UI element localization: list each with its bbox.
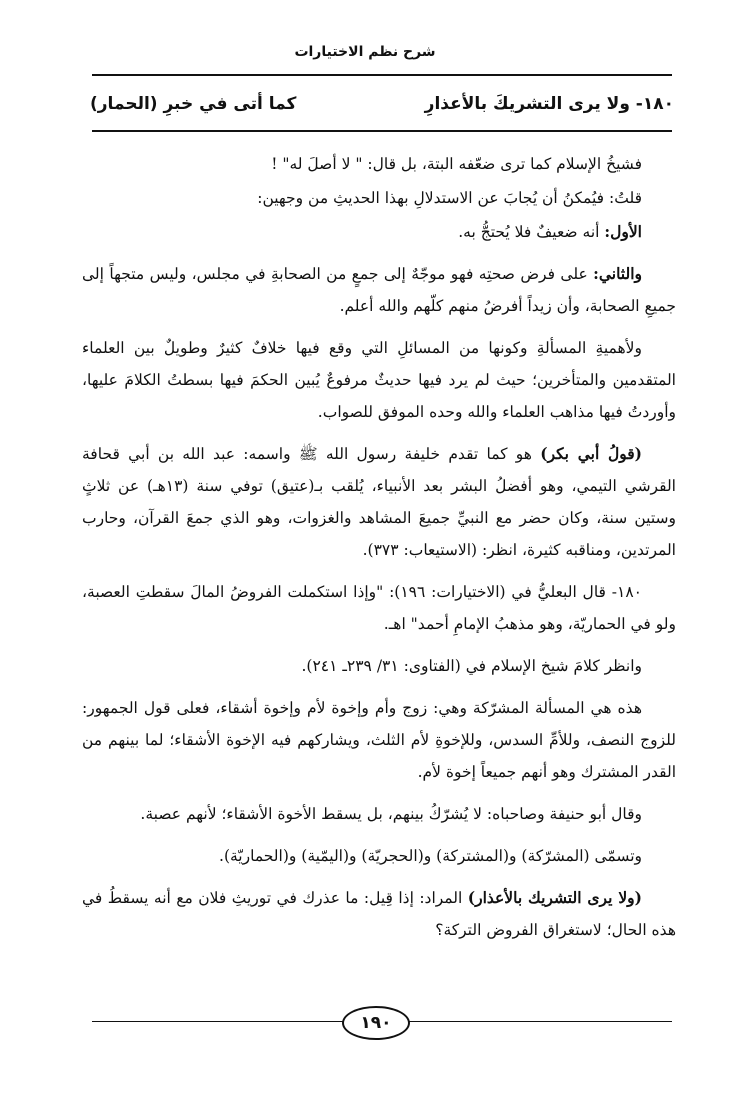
verse-rule [92, 130, 672, 132]
page-number: ١٩٠ [342, 1006, 410, 1040]
paragraph: (قولُ أبي بكر) هو كما تقدم خليفة رسول الله ﷺ واسمه: عبد الله بن أبي قحافة القرشي التيمي، وهو أفضلُ البشر بعد الأنبياء، يُلقب بـ(عتيق) توفي سنة (١٣هـ) عن ثلاثٍ وستين سنة، وكان حضر مع النبيِّ جميعَ المشاهد والغزوات، وهو الذي جمعَ القرآن، وحارب المرتدين، ومناقبه كثيرة، انظر: (الاستيعاب: ٣٧٣). [82, 444, 676, 559]
paragraph: والثاني: على فرض صحتِه فهو موجّهٌ إلى جمعٍ من الصحابةِ في مجلس، وليس متجهاً إلى جميعِ الصحابة، وأن زيداً أفرضُ منهم كلّهم والله أعلم. [82, 264, 676, 315]
running-title: شرح نظم الاختيارات [294, 44, 436, 60]
paragraph-lead: الأول: [604, 222, 642, 241]
verse-second-half: كما أتى في خبرِ (الحمار) [90, 94, 297, 114]
paragraph: وتسمّى (المشرّكة) و(المشتركة) و(الحجريّة) و(اليمّية) و(الحماريّة). [219, 847, 642, 865]
paragraph-lead: (قولُ أبي بكر) [540, 444, 642, 463]
paragraph: وقال أبو حنيفة وصاحباه: لا يُشرّكُ بينهم، بل يسقط الأخوة الأشقاء؛ لأنهم عصبة. [140, 805, 642, 823]
verse-header [90, 90, 674, 124]
paragraph: ١٨٠- قال البعليُّ في (الاختيارات: ١٩٦): "وإذا استكملت الفروضُ المالَ سقطتِ العصبة، ولو في الحماريّة، وهو مذهبُ الإمامِ أحمد" اهـ. [82, 583, 676, 633]
paragraph: قلتُ: فيُمكنُ أن يُجابَ عن الاستدلالِ بهذا الحديثِ من وجهين: [257, 189, 642, 207]
paragraph: فشيخُ الإسلام كما ترى ضعّفه البتة، بل قال: " لا أصلَ له" ! [271, 155, 642, 173]
paragraph: (ولا يرى التشريك بالأعذار) المراد: إذا قِيل: ما عذرك في توريثِ فلان مع أنه يسقطُ في هذه الحال؛ لاستغراق الفروض التركة؟ [82, 888, 676, 939]
paragraph-lead: (ولا يرى التشريك بالأعذار) [467, 888, 642, 907]
paragraph: هذه هي المسألة المشرّكة وهي: زوج وأم وإخوة لأم وإخوة أشقاء، فعلى قول الجمهور: للزوج النصف، وللأمِّ السدس، وللإخوةِ لأم الثلث، ويشاركهم فيه الإخوة الأشقاء؛ لما بينهم من القدر المشترك وهو أنهم جميعاً إخوة لأم. [82, 699, 677, 781]
header-rule [92, 74, 672, 76]
verse-first-half: ١٨٠- ولا يرى التشريكَ بالأعذارِ [424, 94, 674, 114]
paragraph: وانظر كلامَ شيخ الإسلام في (الفتاوى: ٣١/ ٢٣٩ـ ٢٤١). [301, 657, 642, 675]
commentary-body [82, 148, 676, 956]
paragraph: الأول: أنه ضعيفٌ فلا يُحتجُّ به. [458, 222, 642, 241]
paragraph: ولأهميةِ المسألةِ وكونها من المسائلِ التي وقع فيها خلافٌ كثيرٌ وطويلٌ بين العلماء المتقدمين والمتأخرين؛ حيث لم يرد فيها حديثٌ مرفوعٌ يُبين الحكمَ فيها بسطتُ الكلامَ عليها، وأوردتُ فيها مذاهب العلماء والله وحده الموفق للصواب. [82, 339, 676, 421]
paragraph-lead: والثاني: [593, 264, 642, 283]
